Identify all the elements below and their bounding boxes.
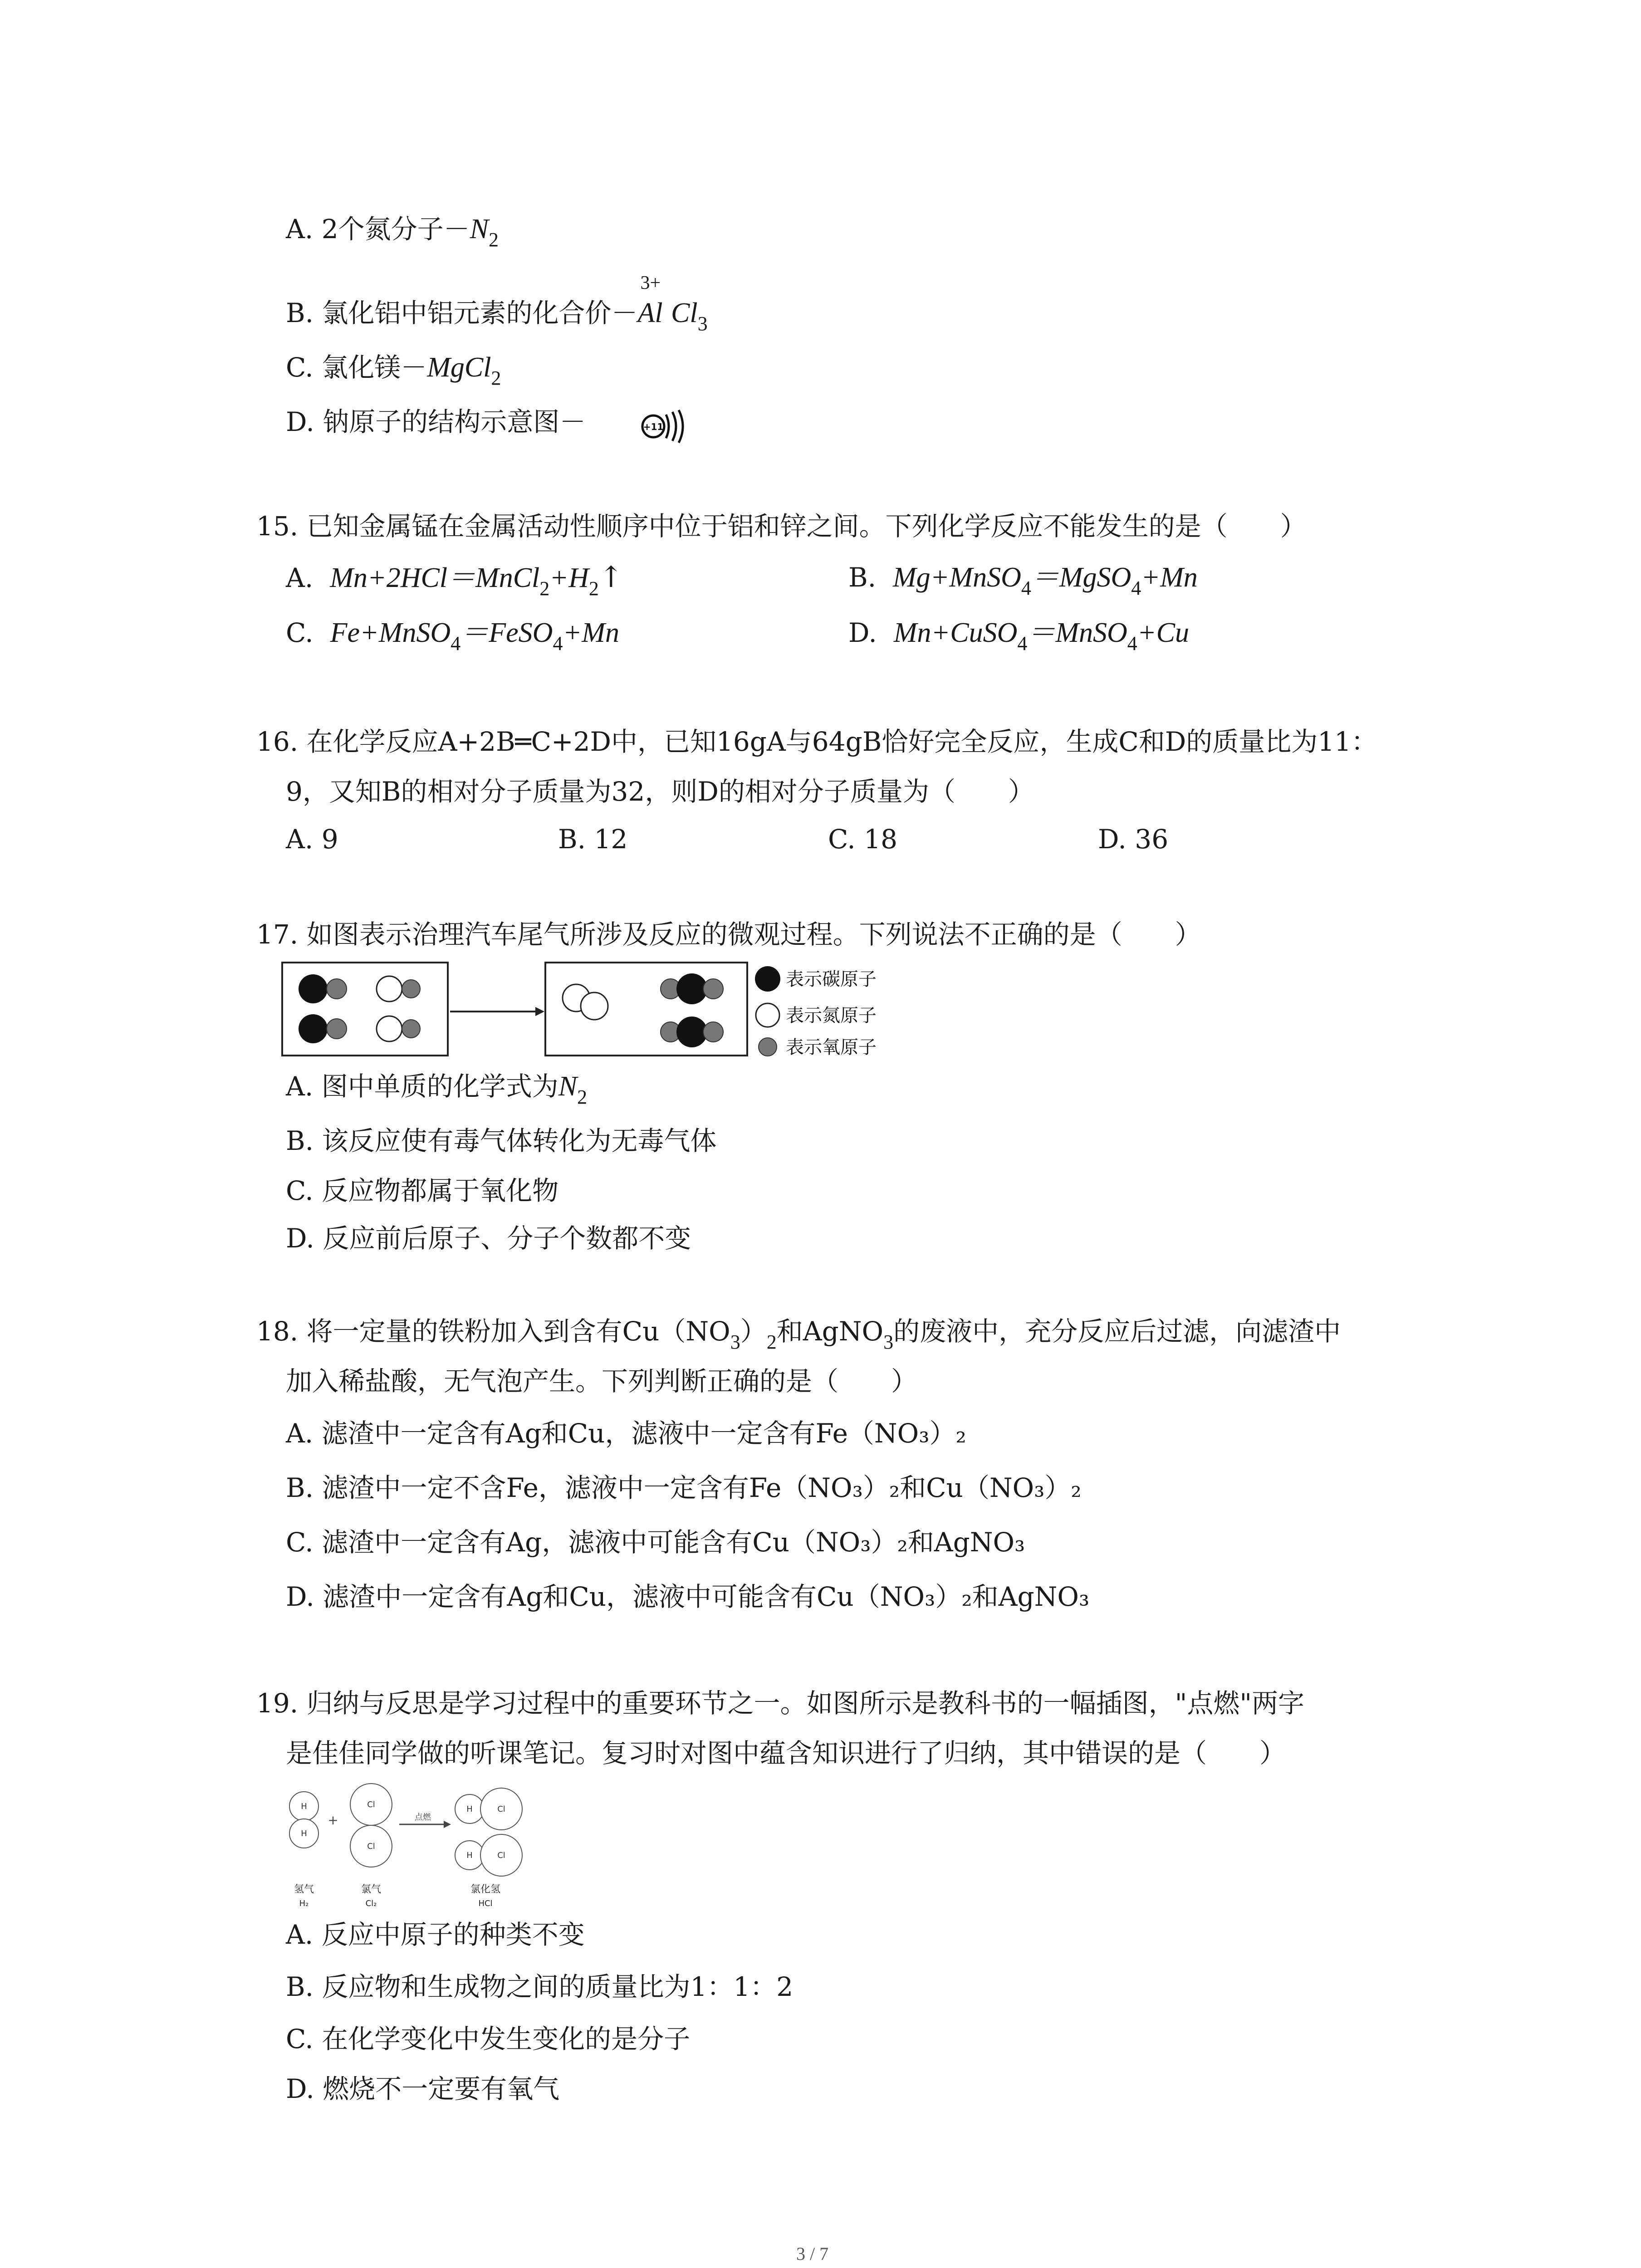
svg-text:H: H — [466, 1804, 473, 1814]
q15-option-c-label: C. — [286, 617, 314, 648]
q14-option-b-sub: 3 — [697, 313, 708, 335]
legend-carbon-dot — [755, 966, 780, 992]
q15-a-eq-sub2: 2 — [588, 577, 599, 600]
q16-option-c: C. 18 — [828, 824, 897, 855]
q15-d-eq-sub2: 4 — [1127, 632, 1137, 655]
svg-text:H: H — [301, 1802, 307, 1811]
oxygen-atom — [327, 979, 347, 999]
q15-stem: 15. 已知金属锰在金属活动性顺序中位于铝和锌之间。下列化学反应不能发生的是（ ） — [256, 511, 1307, 542]
q14-option-b-text: B. 氯化铝中铝元素的化合价－ — [286, 298, 638, 328]
svg-text:H: H — [301, 1829, 307, 1838]
q15-c-eq-sub1: 4 — [451, 632, 461, 655]
label-cl2: 氯气 — [361, 1884, 382, 1895]
q15-option-c — [286, 617, 619, 655]
oxygen-atom — [402, 980, 420, 998]
q15-option-b-label: B. — [848, 562, 877, 593]
q19-stem-line2: 是佳佳同学做的听课笔记。复习时对图中蕴含知识进行了归纳，其中错误的是（ ） — [286, 1738, 1286, 1769]
plus-sign: + — [328, 1813, 338, 1828]
q18-option-a: A. 滤渣中一定含有Ag和Cu，滤液中一定含有Fe（NO₃）₂ — [286, 1418, 966, 1449]
q18-stem-part-c: 和AgNO — [776, 1316, 884, 1347]
nitrogen-atom — [377, 1016, 402, 1041]
q18-stem-line1 — [256, 1315, 1341, 1353]
q15-option-d — [848, 617, 1189, 655]
q15-b-eq-1: Mg+MnSO — [892, 562, 1021, 593]
q17-option-a-formula: N — [558, 1071, 578, 1102]
q14-option-d-text: D. 钠原子的结构示意图－ — [286, 406, 586, 437]
q17-option-b: B. 该反应使有毒气体转化为无毒气体 — [286, 1125, 717, 1156]
q19-option-a: A. 反应中原子的种类不变 — [286, 1919, 585, 1950]
q17-option-a-text: A. 图中单质的化学式为 — [286, 1071, 558, 1102]
q19-stem-line1: 19. 归纳与反思是学习过程中的重要环节之一。如图所示是教科书的一幅插图，"点燃"两字 — [256, 1688, 1305, 1719]
q18-option-d: D. 滤渣中一定含有Ag和Cu，滤液中可能含有Cu（NO₃）₂和AgNO₃ — [286, 1581, 1090, 1612]
q19-hcl-diagram — [277, 1783, 603, 1914]
q18-stem-sub2: 2 — [766, 1331, 777, 1353]
q17-option-a — [286, 1070, 588, 1108]
q18-stem-part-d: 的废液中，充分反应后过滤，向滤渣中 — [893, 1316, 1341, 1347]
nitrogen-atom — [581, 992, 608, 1020]
q15-d-eq-1: Mn+CuSO — [893, 617, 1018, 648]
carbon-atom — [676, 1017, 707, 1047]
q16-option-d: D. 36 — [1098, 824, 1169, 855]
q14-option-a-formula: N — [470, 214, 489, 244]
q18-stem-line2: 加入稀盐酸，无气泡产生。下列判断正确的是（ ） — [286, 1366, 918, 1397]
svg-text:Cl: Cl — [497, 1804, 505, 1814]
legend-nitrogen-dot — [756, 1003, 779, 1027]
legend-carbon-label: 表示碳原子 — [786, 969, 877, 990]
q19-option-d: D. 燃烧不一定要有氧气 — [286, 2073, 560, 2104]
q15-a-eq-1: Mn+2HCl＝MnCl — [330, 562, 540, 593]
q15-b-eq-3: +Mn — [1141, 562, 1198, 593]
q15-c-eq-1: Fe+MnSO — [330, 617, 451, 648]
q16-stem-line1: 16. 在化学反应A+2B═C+2D中，已知16gA与64gB恰好完全反应，生成C和D的质量比为11： — [256, 726, 1378, 757]
q15-c-eq-2: ＝FeSO — [460, 617, 553, 648]
oxygen-atom — [402, 1020, 420, 1038]
q18-option-b: B. 滤渣中一定不含Fe，滤液中一定含有Fe（NO₃）₂和Cu（NO₃）₂ — [286, 1472, 1082, 1503]
q14-option-a-sub: 2 — [489, 229, 499, 251]
carbon-atom — [299, 1014, 328, 1043]
q17-option-d: D. 反应前后原子、分子个数都不变 — [286, 1223, 691, 1254]
q15-b-eq-2: ＝MgSO — [1031, 562, 1132, 593]
q15-a-eq-2: +H — [549, 562, 589, 593]
q14-option-c — [286, 352, 501, 389]
q15-a-eq-sub1: 2 — [539, 577, 550, 600]
q14-option-b-cl: Cl — [671, 298, 698, 328]
q15-d-eq-3: +Cu — [1137, 617, 1189, 648]
q16-stem-line2: 9，又知B的相对分子质量为32，则D的相对分子质量为（ ） — [286, 776, 1034, 807]
q15-option-b — [848, 562, 1198, 599]
q15-d-eq-sub1: 4 — [1017, 632, 1028, 655]
q15-option-a-label: A. — [286, 562, 314, 593]
q14-option-b — [286, 273, 708, 335]
q17-reaction-diagram — [281, 962, 903, 1061]
q18-stem-sub1: 3 — [730, 1331, 740, 1353]
q15-option-a — [286, 561, 623, 600]
page-number: 3 / 7 — [796, 2244, 829, 2264]
svg-text:Cl: Cl — [497, 1851, 505, 1860]
q14-option-d — [286, 406, 586, 438]
q18-stem-part-b: ） — [740, 1316, 767, 1347]
q15-c-eq-sub2: 4 — [553, 632, 563, 655]
q18-stem-part-a: 18. 将一定量的铁粉加入到含有Cu（NO — [256, 1316, 730, 1347]
q17-option-c: C. 反应物都属于氧化物 — [286, 1175, 559, 1206]
q15-option-d-label: D. — [848, 617, 877, 648]
sodium-atom-diagram — [640, 408, 690, 445]
label-hcl: 氯化氢 — [470, 1884, 501, 1895]
oxygen-atom — [703, 1022, 723, 1042]
q14-option-a-text: A. 2个氮分子－ — [286, 214, 470, 244]
legend-oxygen-dot — [759, 1038, 777, 1056]
q14-option-a — [286, 213, 499, 251]
q19-option-b: B. 反应物和生成物之间的质量比为1：1：2 — [286, 1971, 794, 2002]
q15-b-eq-sub1: 4 — [1021, 577, 1031, 599]
label-cl2-formula: Cl₂ — [365, 1899, 377, 1908]
svg-text:H: H — [466, 1851, 473, 1860]
q18-option-c: C. 滤渣中一定含有Ag，滤液中可能含有Cu（NO₃）₂和AgNO₃ — [286, 1527, 1025, 1558]
q16-option-b: B. 12 — [558, 824, 628, 855]
q14-option-c-sub: 2 — [491, 367, 501, 389]
oxygen-atom — [327, 1019, 347, 1039]
q18-stem-sub3: 3 — [883, 1331, 894, 1353]
svg-text:Cl: Cl — [367, 1842, 375, 1851]
q15-b-eq-sub2: 4 — [1131, 577, 1141, 599]
label-hcl-formula: HCl — [478, 1899, 493, 1908]
q15-a-eq-arrow: ↑ — [598, 561, 623, 594]
q14-option-c-formula: MgCl — [427, 352, 491, 383]
q14-option-b-valence: 3+ — [640, 273, 661, 293]
label-h2: 氢气 — [294, 1884, 314, 1895]
label-h2-formula: H₂ — [299, 1899, 309, 1908]
q15-c-eq-3: +Mn — [563, 617, 619, 648]
nitrogen-atom — [377, 976, 402, 1002]
svg-text:+11: +11 — [643, 421, 664, 432]
q14-option-b-al: Al — [637, 298, 663, 328]
ignite-label: 点燃 — [415, 1813, 431, 1822]
svg-text:Cl: Cl — [367, 1800, 375, 1809]
q17-option-a-sub: 2 — [577, 1086, 588, 1108]
q14-option-c-text: C. 氯化镁－ — [286, 352, 427, 383]
q19-option-c: C. 在化学变化中发生变化的是分子 — [286, 2024, 691, 2054]
q15-d-eq-2: ＝MnSO — [1027, 617, 1127, 648]
legend-nitrogen-label: 表示氮原子 — [786, 1005, 877, 1026]
q16-option-a: A. 9 — [286, 824, 338, 855]
carbon-atom — [676, 973, 707, 1004]
q17-stem: 17. 如图表示治理汽车尾气所涉及反应的微观过程。下列说法不正确的是（ ） — [256, 919, 1201, 950]
legend-oxygen-label: 表示氧原子 — [786, 1037, 877, 1058]
carbon-atom — [299, 974, 328, 1003]
oxygen-atom — [703, 979, 723, 999]
